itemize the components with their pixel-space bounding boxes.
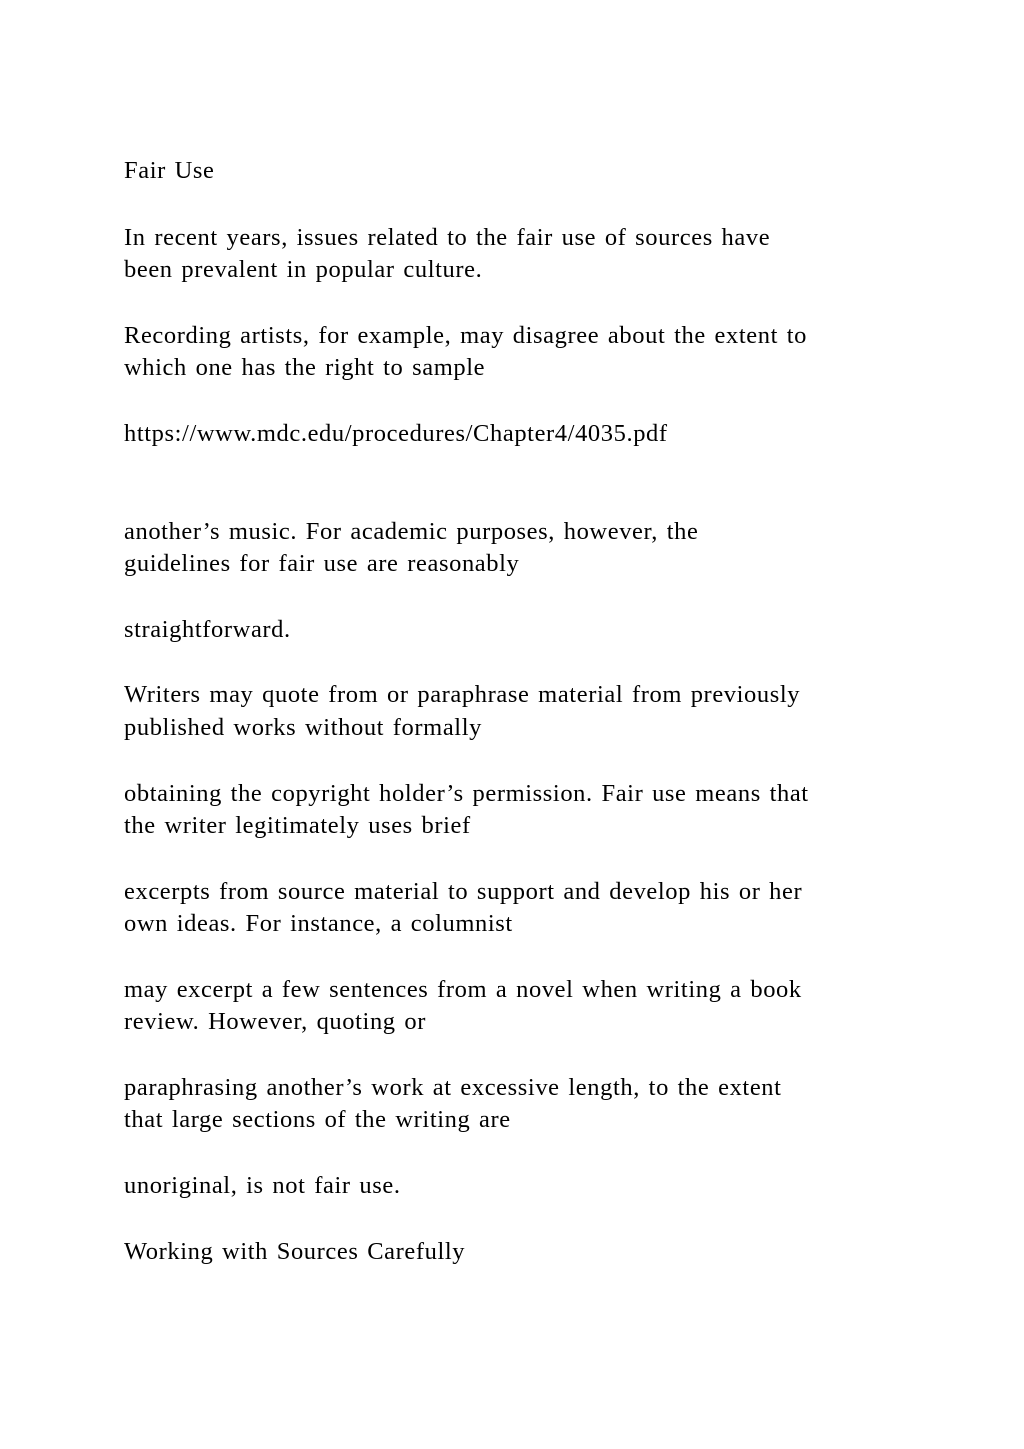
section-heading: Working with Sources Carefully [124,1238,466,1265]
document-heading: Fair Use [124,157,215,184]
text-line: guidelines for fair use are reasonably [124,550,520,577]
text-line: published works without formally [124,714,482,741]
text-line: that large sections of the writing are [124,1106,511,1133]
text-line: Writers may quote from or paraphrase material from previously [124,681,801,708]
text-line: unoriginal, is not fair use. [124,1172,401,1199]
text-line: review. However, quoting or [124,1008,426,1035]
text-line: Recording artists, for example, may disagree about the extent to [124,322,807,349]
text-line: which one has the right to sample [124,354,486,381]
text-line: another’s music. For academic purposes, however, the [124,518,699,545]
text-line: obtaining the copyright holder’s permission. Fair use means that [124,780,809,807]
text-line: may excerpt a few sentences from a novel when writing a book [124,976,802,1003]
text-line: been prevalent in popular culture. [124,256,483,283]
source-url: https://www.mdc.edu/procedures/Chapter4/4035.pdf [124,420,668,447]
text-line: own ideas. For instance, a columnist [124,910,513,937]
text-line: the writer legitimately uses brief [124,812,471,839]
text-line: In recent years, issues related to the fair use of sources have [124,224,771,251]
text-line: excerpts from source material to support and develop his or her [124,878,803,905]
text-line: straightforward. [124,616,291,643]
text-line: paraphrasing another’s work at excessive length, to the extent [124,1074,782,1101]
